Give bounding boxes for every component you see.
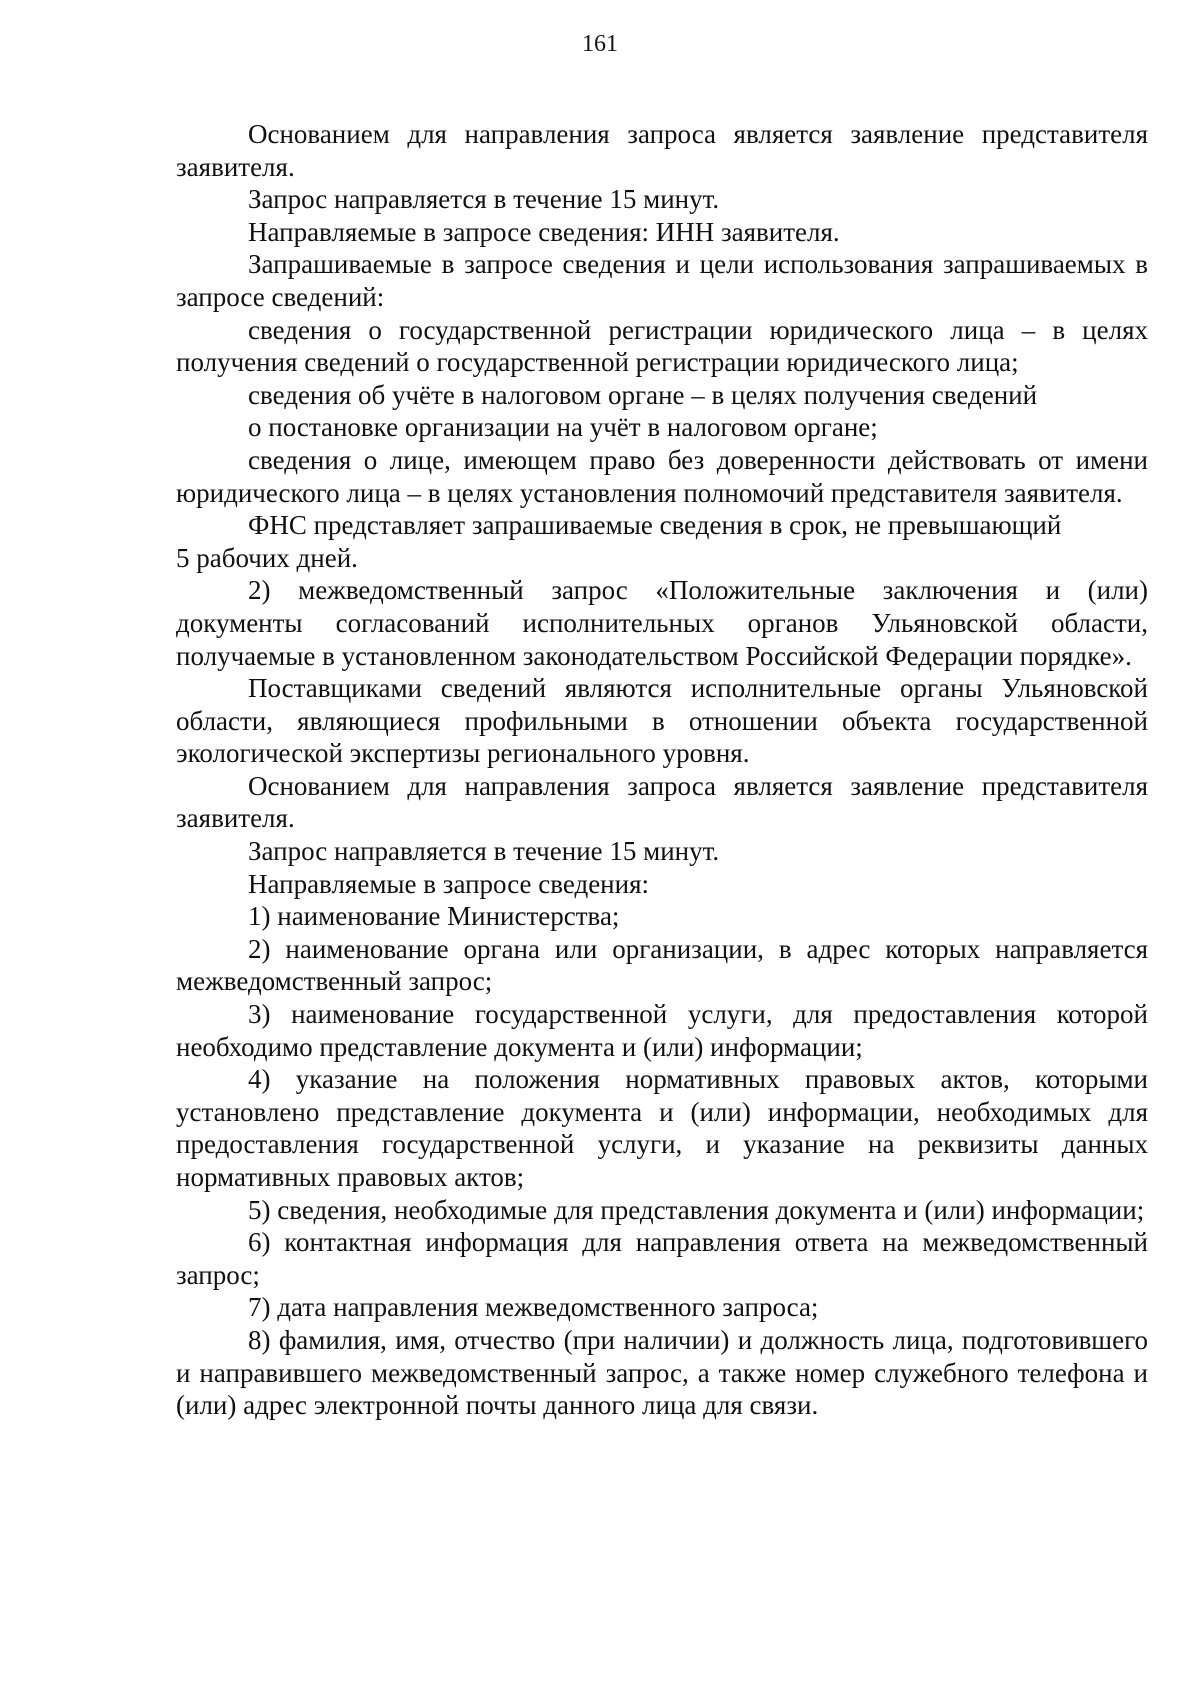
paragraph: 5) сведения, необходимые для представления документа и (или) информации; [248,1194,1145,1225]
document-body [176,118,1148,1422]
paragraph: Основанием для направления запроса является заявление представителя заявителя. [176,119,1148,182]
paragraph: сведения о государственной регистрации юридического лица – в целях получения сведений о государственной регистрации юридического лица; [176,314,1148,378]
paragraph: 3) наименование государственной услуги, для предоставления которой необходимо представление документа и (или) информации; [176,999,1148,1062]
paragraph: Запрос направляется в течение 15 минут. [248,836,720,867]
paragraph: 4) указание на положения нормативных правовых актов, которыми установлено представление документа и (или) информации, необходимых для предоставления государственной услуги, и указание на реквизиты данных нормативных правовых актов; [176,1064,1148,1192]
paragraph: сведения о лице, имеющем право без доверенности действовать от имени юридического лица – в целях установления полномочий представителя заявителя. [176,444,1148,508]
paragraph: 5 рабочих дней. [176,542,358,573]
paragraph: Направляемые в запросе сведения: ИНН заявителя. [248,216,840,247]
paragraph: 2) наименование органа или организации, в адрес которых направляется межведомственный запрос; [176,933,1148,997]
paragraph: 2) межведомственный запрос «Положительные заключения и (или) документы согласований исполнительных органов Ульяновской области, получаемые в установленном законодательством Российской Федерации порядке». [176,575,1148,671]
paragraph: 1) наименование Министерства; [248,901,620,932]
paragraph: о постановке организации на учёт в налоговом органе; [248,412,878,443]
paragraph: ФНС представляет запрашиваемые сведения в срок, не превышающий [248,510,1062,541]
page-number: 161 [582,31,618,57]
paragraph: сведения об учёте в налоговом органе – в целях получения сведений [248,379,1038,410]
paragraph: 7) дата направления межведомственного запроса; [248,1292,819,1323]
paragraph: Основанием для направления запроса является заявление представителя заявителя. [176,770,1148,834]
paragraph: Запрашиваемые в запросе сведения и цели использования запрашиваемых в запросе сведений: [176,249,1148,312]
paragraph: Поставщиками сведений являются исполнительные органы Ульяновской области, являющиеся профильными в отношении объекта государственной экологической экспертизы регионального уровня. [176,673,1148,769]
paragraph: Запрос направляется в течение 15 минут. [248,184,720,215]
paragraph: 6) контактная информация для направления ответа на межведомственный запрос; [176,1227,1148,1290]
paragraph: 8) фамилия, имя, отчество (при наличии) и должность лица, подготовившего и направившего межведомственный запрос, а также номер служебного телефона и (или) адрес электронной почты данного лица для связи. [176,1324,1148,1421]
paragraph: Направляемые в запросе сведения: [248,868,649,899]
